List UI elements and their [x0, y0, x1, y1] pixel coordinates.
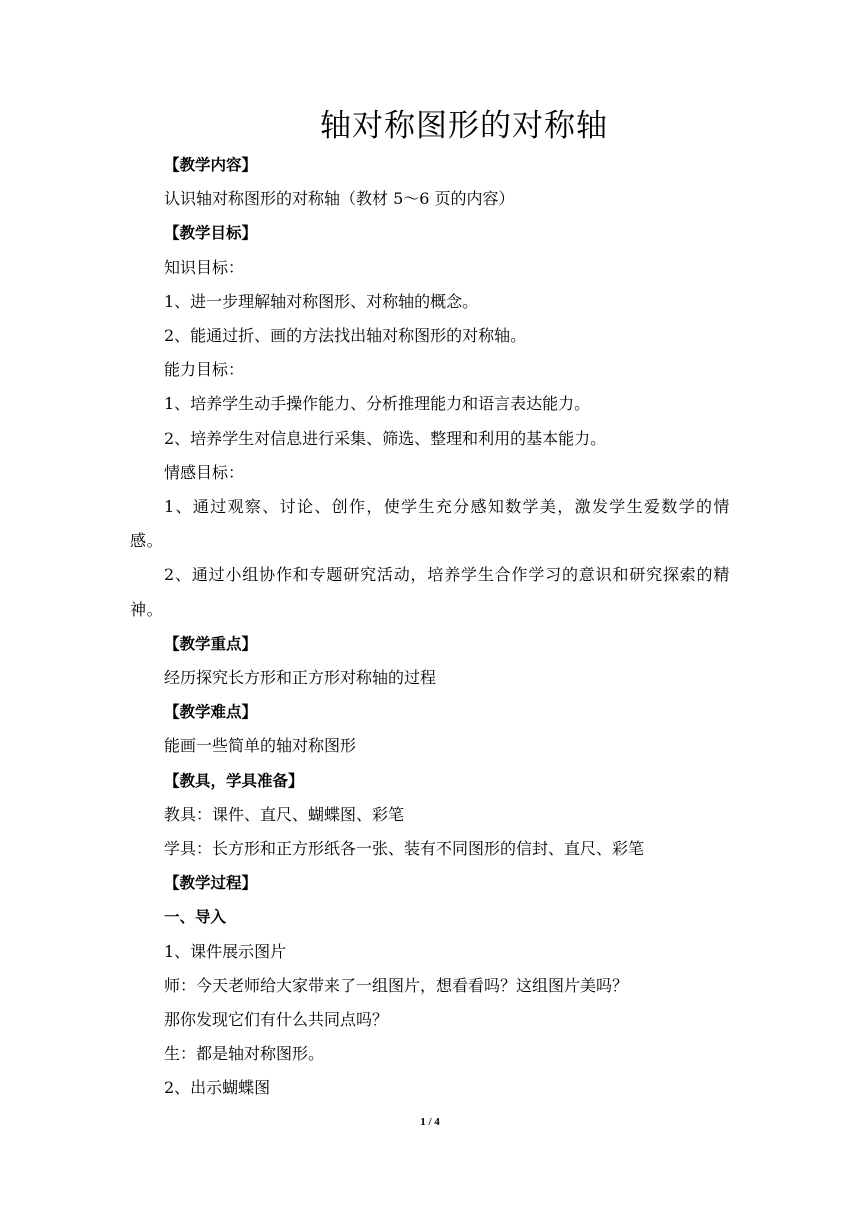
ability-goal-1: 1、培养学生动手操作能力、分析推理能力和语言表达能力。 — [164, 394, 591, 414]
teacher-line-2: 那你发现它们有什么共同点吗？ — [164, 1010, 389, 1030]
knowledge-goal-2: 2、能通过折、画的方法找出轴对称图形的对称轴。 — [164, 326, 527, 346]
process-step-2: 2、出示蝴蝶图 — [164, 1078, 271, 1098]
key-points-text: 经历探究长方形和正方形对称轴的过程 — [164, 668, 437, 688]
heading-tools-preparation: 【教具，学具准备】 — [164, 771, 304, 790]
knowledge-goal-1: 1、进一步理解轴对称图形、对称轴的概念。 — [164, 291, 479, 311]
student-tools-text: 学具：长方形和正方形纸各一张、装有不同图形的信封、直尺、彩笔 — [164, 839, 645, 859]
ability-goals-label: 能力目标： — [164, 360, 245, 380]
heading-teaching-goals: 【教学目标】 — [164, 224, 258, 243]
page-number: 1 / 4 — [420, 1116, 440, 1128]
teacher-line-1: 师：今天老师给大家带来了一组图片，想看看吗？这组图片美吗？ — [164, 975, 629, 995]
difficulties-text: 能画一些简单的轴对称图形 — [164, 736, 357, 756]
emotion-goals-label: 情感目标： — [164, 462, 245, 482]
knowledge-goals-label: 知识目标： — [164, 257, 245, 277]
heading-teaching-key-points: 【教学重点】 — [164, 634, 258, 653]
heading-teaching-difficulties: 【教学难点】 — [164, 703, 258, 722]
heading-teaching-content: 【教学内容】 — [164, 156, 258, 174]
heading-teaching-process: 【教学过程】 — [164, 874, 258, 893]
document-body — [130, 148, 730, 1106]
emotion-goal-1: 1、通过观察、讨论、创作，使学生充分感知数学美，激发学生爱数学的情感。 — [130, 497, 730, 551]
ability-goal-2: 2、培养学生对信息进行采集、筛选、整理和利用的基本能力。 — [164, 428, 607, 448]
section-introduction: 一、导入 — [164, 908, 227, 927]
emotion-goal-2: 2、通过小组协作和专题研究活动，培养学生合作学习的意识和研究探索的精神。 — [130, 565, 730, 619]
process-step-1: 1、课件展示图片 — [164, 941, 287, 961]
student-line-1: 生：都是轴对称图形。 — [164, 1044, 325, 1064]
page-title: 轴对称图形的对称轴 — [320, 108, 608, 144]
teacher-tools-text: 教具：课件、直尺、蝴蝶图、彩笔 — [164, 804, 405, 824]
teaching-content-text: 认识轴对称图形的对称轴（教材 5～6 页的内容） — [164, 189, 515, 209]
